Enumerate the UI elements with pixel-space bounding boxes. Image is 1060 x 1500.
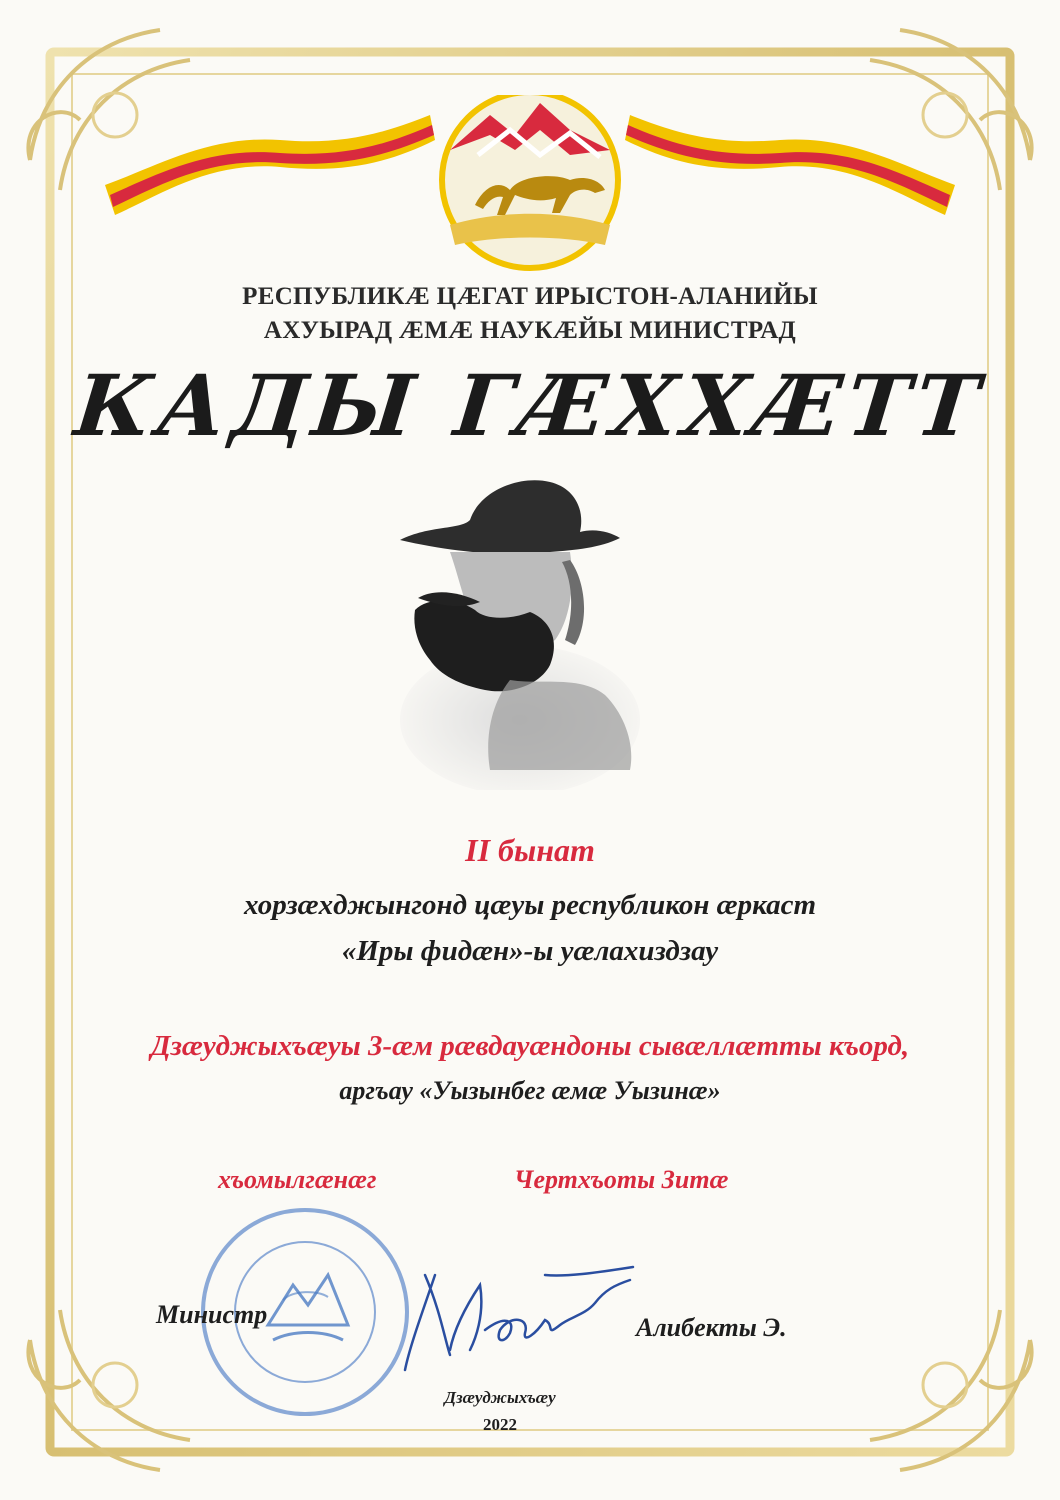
handwritten-signature xyxy=(395,1255,640,1380)
award-line-1: хорзæхджынгонд цæуы республикон æркаст xyxy=(243,889,817,921)
award-place: II бынат xyxy=(465,832,595,868)
signature-position: Министр xyxy=(156,1300,268,1329)
emblem-with-ribbons xyxy=(100,95,960,275)
certificate-title: КАДЫ ГÆХХÆТТ xyxy=(70,356,990,455)
footer-year: 2022 xyxy=(483,1415,517,1434)
organization-line-1: РЕСПУБЛИКÆ ЦÆГАТ ИРЫСТОН-АЛАНИЙЫ xyxy=(242,283,818,310)
footer-city: Дзæуджыхъæу xyxy=(444,1388,556,1407)
recipient-line-1: Дзæуджыхъæуы 3-æм рæвдауæндоны сывæллæтты къорд, xyxy=(150,1030,910,1062)
supervisor-label: хъомылгæнæг xyxy=(218,1165,377,1194)
recipient-line-2: аргъау «Уызынбег æмæ Уызинæ» xyxy=(339,1076,721,1105)
portrait-illustration xyxy=(390,470,660,790)
organization-line-2: АХУЫРАД ÆМÆ НАУКÆЙЫ МИНИСТРАД xyxy=(263,317,797,344)
signature-name: Алибекты Э. xyxy=(636,1313,787,1342)
supervisor-name: Чертхъоты Зитæ xyxy=(514,1165,729,1194)
award-line-2: «Иры фидæн»-ы уæлахиздзау xyxy=(341,935,719,967)
